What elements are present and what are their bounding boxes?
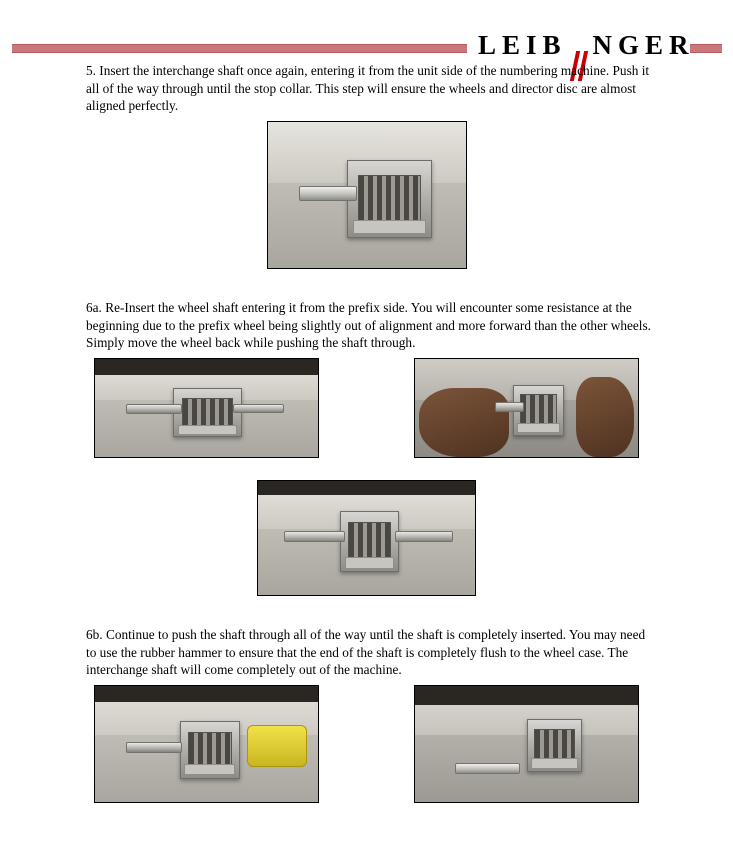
photo-canvas [95, 359, 318, 457]
figure-row-step-6a [0, 358, 733, 458]
photo-canvas [415, 686, 638, 802]
numbering-machine [347, 160, 432, 238]
header-rule-right [690, 44, 722, 53]
header-rule-left [12, 44, 467, 53]
document-body [0, 62, 733, 803]
hand-right [576, 377, 634, 457]
photo-canvas [268, 122, 466, 268]
numbering-machine [340, 511, 398, 572]
photo-canvas [258, 481, 475, 595]
leibinger-logo [478, 30, 695, 61]
interchange-shaft-removed [455, 763, 519, 774]
wheel-shaft [126, 742, 182, 753]
figure-row-step-6b [0, 685, 733, 803]
page-header [0, 0, 733, 62]
figure-row-step-5 [0, 121, 733, 269]
wheel-shaft-right [395, 531, 453, 542]
photo-canvas [95, 686, 318, 802]
brand-text-left: LEIB [478, 30, 567, 60]
step-6a-paragraph: 6a. Re-Insert the wheel shaft entering it from the prefix side. You will encounter some resistance at the beginning due to the prefix wheel being slightly out of alignment and more forward than the other wheels. Simply move the wheel back while pushing the shaft through. [86, 300, 651, 351]
wheel-shaft [126, 404, 182, 414]
figure-6b-left [94, 685, 319, 803]
rubber-hammer [247, 725, 307, 766]
interchange-shaft [299, 186, 356, 201]
numbering-machine [180, 721, 240, 779]
figure-6a-right [414, 358, 639, 458]
hand-left [419, 388, 508, 457]
step-6b-paragraph: 6b. Continue to push the shaft through all of the way until the shaft is completely inserted. You may need to use the rubber hammer to ensure that the end of the shaft is completely flush to the wheel case. The interchange shaft will come completely out of the machine. [86, 627, 646, 678]
wheel-shaft [495, 402, 524, 412]
figure-5 [267, 121, 467, 269]
wheel-shaft-left [284, 531, 345, 542]
photo-canvas [415, 359, 638, 457]
figure-6b-right [414, 685, 639, 803]
numbering-machine [527, 719, 583, 772]
figure-6a-left [94, 358, 319, 458]
step-5-paragraph: 5. Insert the interchange shaft once again, entering it from the unit side of the numbering machine. Push it all of the way through until the stop collar. This step will ensure the wheels and director disc are almost aligned perfectly. [86, 63, 650, 114]
brand-text-right: NGER [592, 30, 695, 60]
figure-row-step-6a-bottom [0, 480, 733, 596]
wheel-shaft-far-end [233, 404, 284, 413]
figure-6a-bottom [257, 480, 476, 596]
numbering-machine [173, 388, 242, 437]
